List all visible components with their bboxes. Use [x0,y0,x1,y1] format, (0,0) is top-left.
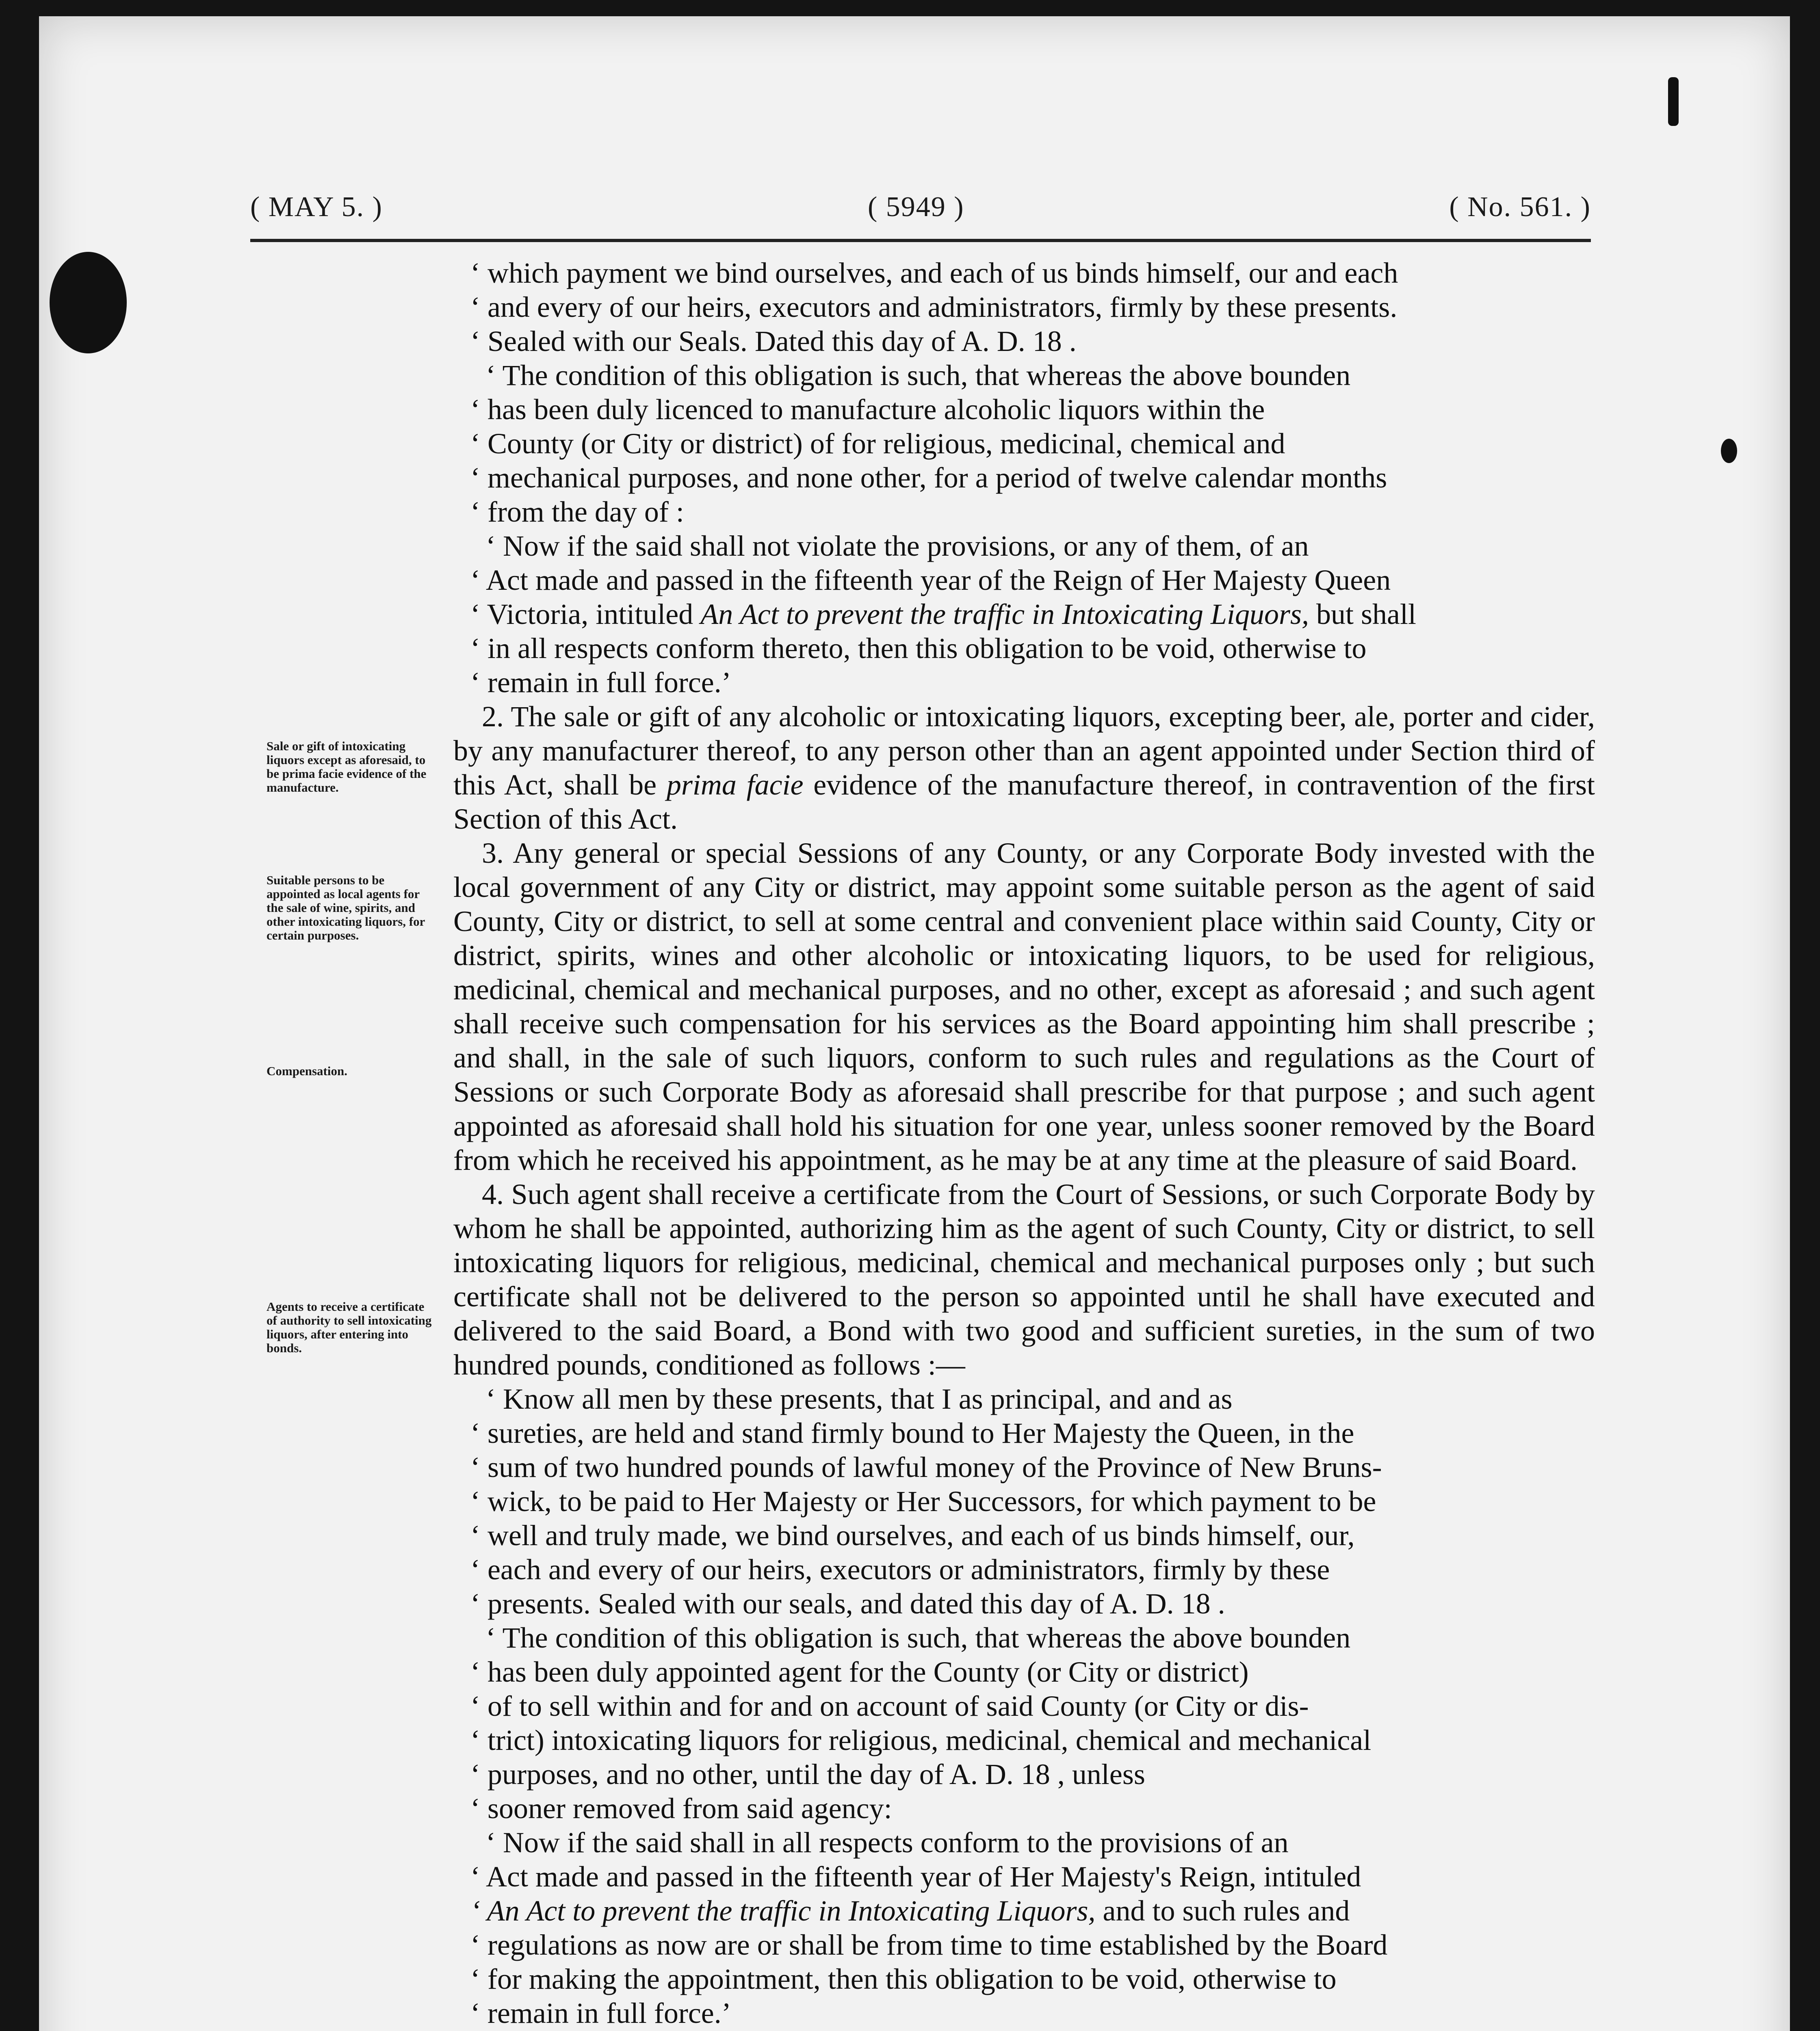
condition2-line: ‘ of to sell within and for and on account of said County (or City or dis- [470,1690,1309,1722]
header-date: ( MAY 5. ) [250,191,383,223]
condition2-line: ‘ purposes, and no other, until the day of A. D. 18 , unless [470,1758,1145,1791]
condition1-line: ‘ has been duly licenced to manufacture alcoholic liquors within the [470,393,1265,426]
bond1-line: ‘ which payment we bind ourselves, and each of us binds himself, our and each [470,257,1398,289]
now-if2-line [453,1894,1595,1928]
running-header [250,175,1591,236]
section-2-emphasis: prima facie [666,769,804,801]
now-if1-line: ‘ Act made and passed in the fifteenth year of the Reign of Her Majesty Queen [470,564,1391,596]
condition2-line: ‘ sooner removed from said agency: [470,1792,892,1825]
condition1-line: ‘ mechanical purposes, and none other, for a period of twelve calendar months [470,461,1387,494]
margin-note-compensation: Compensation. [266,1064,347,1078]
now-if1-line: ‘ Now if the said shall not violate the provisions, or any of them, of an [486,530,1309,562]
header-rule [250,239,1591,242]
bond2-line: ‘ sureties, are held and stand firmly bound to Her Majesty the Queen, in the [470,1417,1354,1449]
condition1-line: ‘ County (or City or district) of for religious, medicinal, chemical and [470,427,1285,460]
now-if2-post: and to such rules and [1095,1895,1350,1927]
now-if2-line: ‘ for making the appointment, then this obligation to be void, otherwise to [470,1963,1337,1995]
now-if1-post: but shall [1309,598,1417,630]
act-title: An Act to prevent the traffic in Intoxicating Liquors, [700,598,1309,630]
ink-mark [1668,77,1679,126]
margin-note-certificate: Agents to receive a certificate of authority to sell intoxicating liquors, after entering into bonds. [266,1299,432,1355]
body-text [453,256,1595,2031]
now-if1-line: ‘ in all respects conform thereto, then this obligation to be void, otherwise to [470,632,1367,665]
condition1-line: ‘ from the day of : [470,496,684,528]
now-if2-line: ‘ Now if the said shall in all respects conform to the provisions of an [486,1826,1289,1859]
condition2-line: ‘ has been duly appointed agent for the County (or City or district) [470,1656,1249,1688]
header-act-number: ( No. 561. ) [1449,191,1591,223]
condition2-line: ‘ The condition of this obligation is such, that whereas the above bounden [486,1622,1351,1654]
bond2-line: ‘ wick, to be paid to Her Majesty or Her Successors, for which payment to be [470,1485,1376,1518]
bond2-line: ‘ Know all men by these presents, that I as principal, and and as [486,1383,1233,1415]
margin-note-local-agents: Suitable persons to be appointed as local agents for the sale of wine, spirits, and other intoxicating liquors, for certain purposes. [266,873,425,942]
section-3: 3. Any general or special Sessions of any County, or any Corporate Body invested with the local government of any City or district, may appoint some suitable person as the agent of said County, City or district, to sell at some central and convenient place within said County, City or district, spirits, wines and other alcoholic or intoxicating liquors, to be used for religious, medicinal, chemical and mechanical purposes, and no other, except as aforesaid ; and such agent shall receive such compensation for his services as the Board appointing him shall prescribe ; and shall, in the sale of such liquors, conform to such rules and regulations as the Court of Sessions or such Corporate Body as aforesaid shall prescribe for that purpose ; and such agent appointed as aforesaid shall hold his situation for one year, unless sooner removed by the Board from which he received his appointment, as he may be at any time at the pleasure of said Board. [453,837,1595,1176]
now-if2-line: ‘ regulations as now are or shall be from time to time established by the Board [470,1929,1388,1961]
act-title: ‘ An Act to prevent the traffic in Intoxicating Liquors, [470,1895,1096,1927]
bond2-line: ‘ sum of two hundred pounds of lawful money of the Province of New Bruns- [470,1451,1382,1483]
bond2-line: ‘ each and every of our heirs, executors or administrators, firmly by these [470,1553,1330,1586]
condition2-line: ‘ trict) intoxicating liquors for religious, medicinal, chemical and mechanical [470,1724,1372,1756]
bond2-line: ‘ well and truly made, we bind ourselves, and each of us binds himself, our, [470,1519,1355,1552]
bond2-line: ‘ presents. Sealed with our seals, and dated this day of A. D. 18 . [470,1587,1225,1620]
condition1-line: ‘ The condition of this obligation is such, that whereas the above bounden [486,359,1351,392]
document-page [39,16,1790,2031]
now-if2-line: ‘ Act made and passed in the fifteenth year of Her Majesty's Reign, intituled [470,1860,1361,1893]
ink-mark [1721,439,1737,463]
now-if1-line [453,597,1595,631]
section-4: 4. Such agent shall receive a certificate from the Court of Sessions, or such Corporate Body by whom he shall be appointed, authorizing him as the agent of such County, City or district, to sell intoxicating liquors for religious, medicinal, chemical and mechanical purposes only ; but such certificate shall not be delivered to the person so appointed until he shall have executed and delivered to the said Board, a Bond with two good and sufficient sureties, in the sum of two hundred pounds, conditioned as follows :— [453,1178,1595,1381]
now-if1-pre: ‘ Victoria, intituled [470,598,701,630]
now-if2-line: ‘ remain in full force.’ [470,1997,731,2029]
header-page-number: ( 5949 ) [868,191,964,223]
section-2 [453,699,1595,836]
margin-note-prima-facie: Sale or gift of intoxicating liquors except as aforesaid, to be prima facie evidence of the manufacture. [266,739,427,795]
bond1-line: ‘ and every of our heirs, executors and administrators, firmly by these presents. [470,291,1398,323]
bond1-line: ‘ Sealed with our Seals. Dated this day of A. D. 18 . [470,325,1077,357]
section-2-pre: 2. The sale or gift of any alcoholic or intoxicating liquors, excepting beer, ale, porter and cider, by any manufacturer thereof, to any person other than an agent appointed under Section third of this Act, shall be [453,700,1595,801]
ink-blot [50,252,127,353]
now-if1-line: ‘ remain in full force.’ [470,666,731,699]
section-2-post: evidence of the manufacture thereof, in contravention of the first Section of this Act. [453,769,1595,835]
